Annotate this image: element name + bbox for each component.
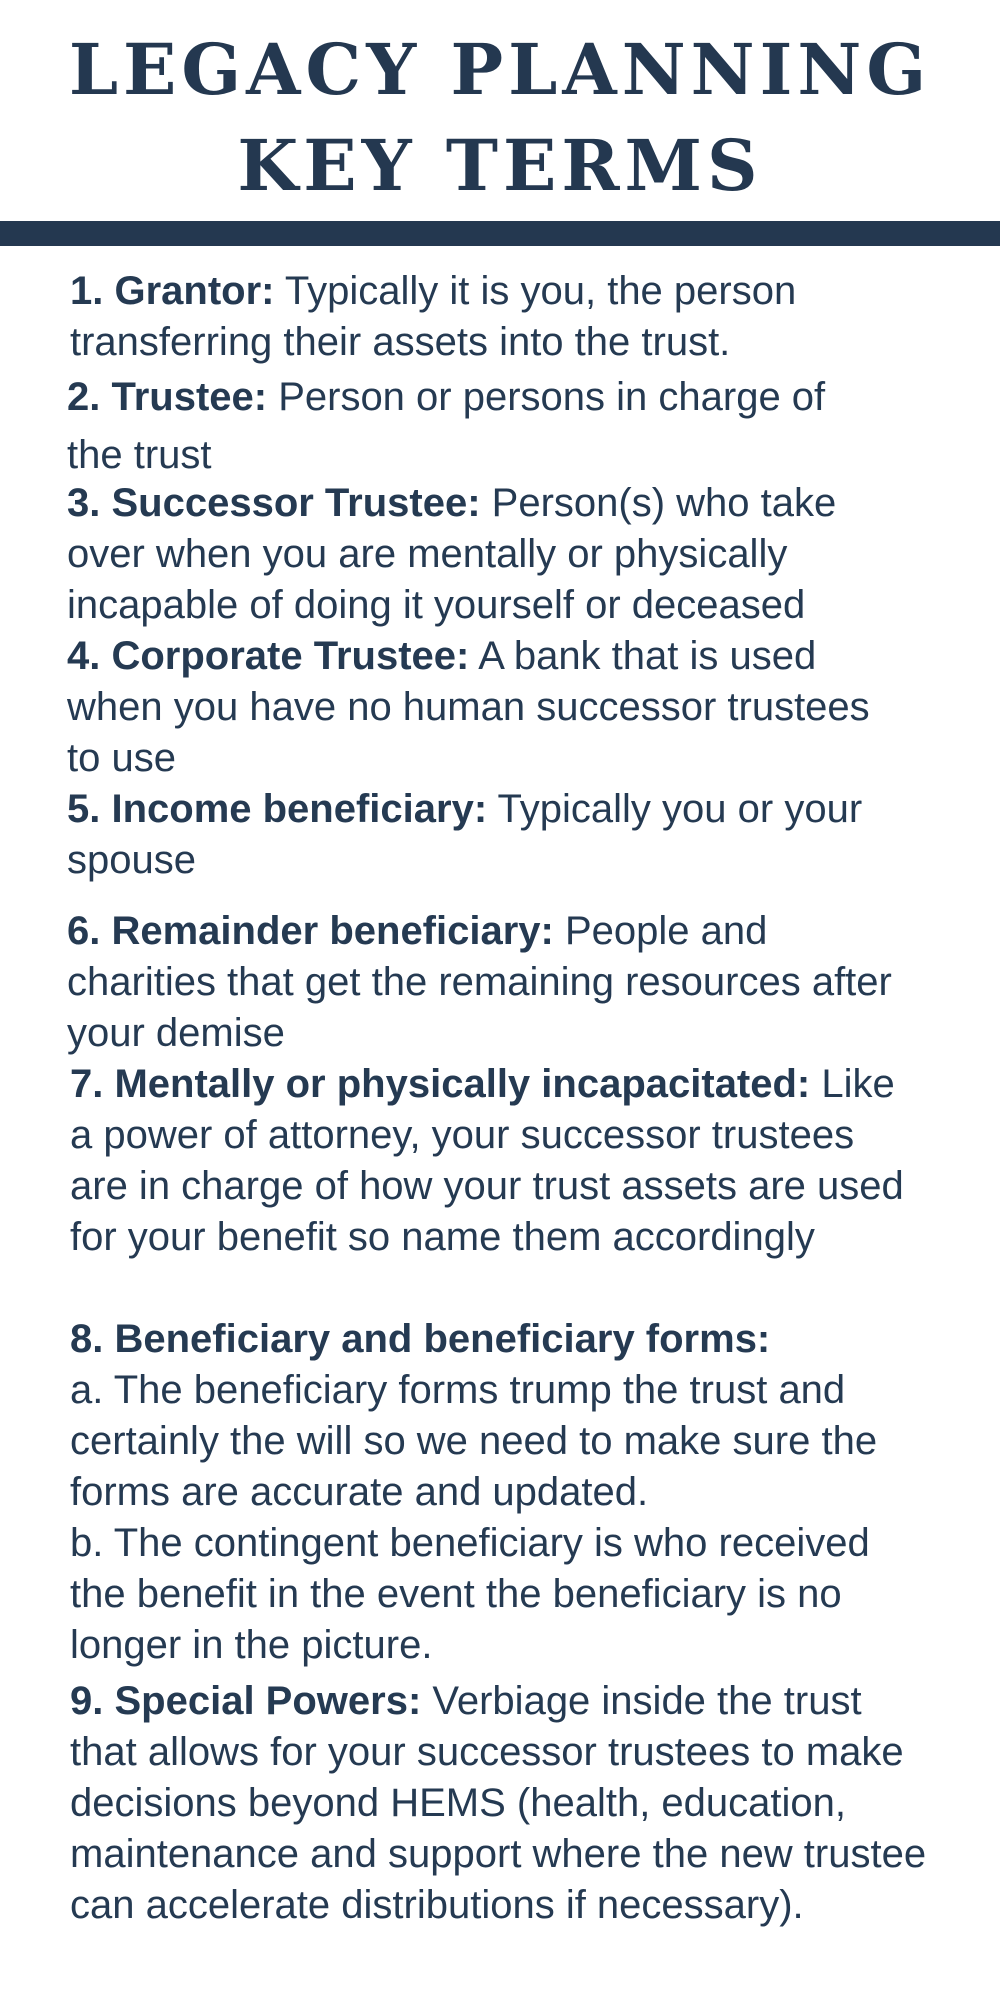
term-text: can accelerate distributions if necessary). bbox=[70, 1883, 804, 1927]
term-label: 3. Successor Trustee: bbox=[67, 481, 481, 525]
sub-item-text: certainly the will so we need to make sure the bbox=[70, 1419, 878, 1463]
term-text: over when you are mentally or physically bbox=[67, 532, 788, 576]
term-text: charities that get the remaining resources after bbox=[67, 960, 892, 1004]
term-text: Typically you or your bbox=[487, 787, 863, 831]
term-label: 5. Income beneficiary: bbox=[67, 787, 488, 831]
term-text: when you have no human successor trustees bbox=[67, 685, 870, 729]
term-income-beneficiary bbox=[67, 784, 862, 886]
term-text: Like bbox=[810, 1062, 895, 1106]
term-text: People and bbox=[553, 909, 768, 953]
term-text: incapable of doing it yourself or deceased bbox=[67, 583, 806, 627]
sub-item-text: b. The contingent beneficiary is who received bbox=[70, 1521, 870, 1565]
term-text: Typically it is you, the person bbox=[274, 269, 797, 313]
term-label: 4. Corporate Trustee: bbox=[67, 634, 470, 678]
term-text: the trust bbox=[67, 433, 212, 477]
term-successor-trustee bbox=[67, 478, 836, 631]
term-incapacitated bbox=[70, 1059, 904, 1263]
term-text: for your benefit so name them accordingly bbox=[70, 1215, 815, 1259]
term-text: to use bbox=[67, 736, 176, 780]
term-label: 1. Grantor: bbox=[70, 269, 275, 313]
term-label: 2. Trustee: bbox=[67, 375, 268, 419]
sub-item-text: the benefit in the event the beneficiary is no bbox=[70, 1572, 842, 1616]
term-text: Person(s) who take bbox=[480, 481, 837, 525]
term-text: maintenance and support where the new trustee bbox=[70, 1832, 927, 1876]
term-text: spouse bbox=[67, 838, 196, 882]
term-text: your demise bbox=[67, 1011, 285, 1055]
title-line-2: KEY TERMS bbox=[237, 124, 763, 207]
term-text: decisions beyond HEMS (health, education, bbox=[70, 1781, 847, 1825]
term-text: Person or persons in charge of bbox=[267, 375, 826, 419]
sub-item-text: forms are accurate and updated. bbox=[70, 1470, 649, 1514]
term-text: a power of attorney, your successor trustees bbox=[70, 1113, 855, 1157]
term-text: that allows for your successor trustees to make bbox=[70, 1730, 904, 1774]
term-label: 8. Beneficiary and beneficiary forms: bbox=[70, 1317, 771, 1361]
term-trustee bbox=[67, 368, 825, 484]
term-text: transferring their assets into the trust. bbox=[70, 320, 731, 364]
term-corporate-trustee bbox=[67, 631, 870, 784]
sub-item-text: longer in the picture. bbox=[70, 1623, 433, 1667]
term-text: A bank that is used bbox=[469, 634, 817, 678]
title-line-1: LEGACY PLANNING bbox=[68, 28, 932, 111]
term-text: are in charge of how your trust assets are used bbox=[70, 1164, 904, 1208]
term-text: Verbiage inside the trust bbox=[421, 1679, 862, 1723]
term-beneficiary-forms bbox=[70, 1314, 770, 1365]
term-label: 6. Remainder beneficiary: bbox=[67, 909, 554, 953]
term-grantor bbox=[70, 266, 796, 368]
sub-item-text: a. The beneficiary forms trump the trust and bbox=[70, 1368, 846, 1412]
term-special-powers bbox=[70, 1676, 926, 1931]
term-remainder-beneficiary bbox=[67, 906, 892, 1059]
term-label: 7. Mentally or physically incapacitated: bbox=[70, 1062, 811, 1106]
term-label: 9. Special Powers: bbox=[70, 1679, 422, 1723]
beneficiary-forms-notes bbox=[70, 1365, 877, 1671]
